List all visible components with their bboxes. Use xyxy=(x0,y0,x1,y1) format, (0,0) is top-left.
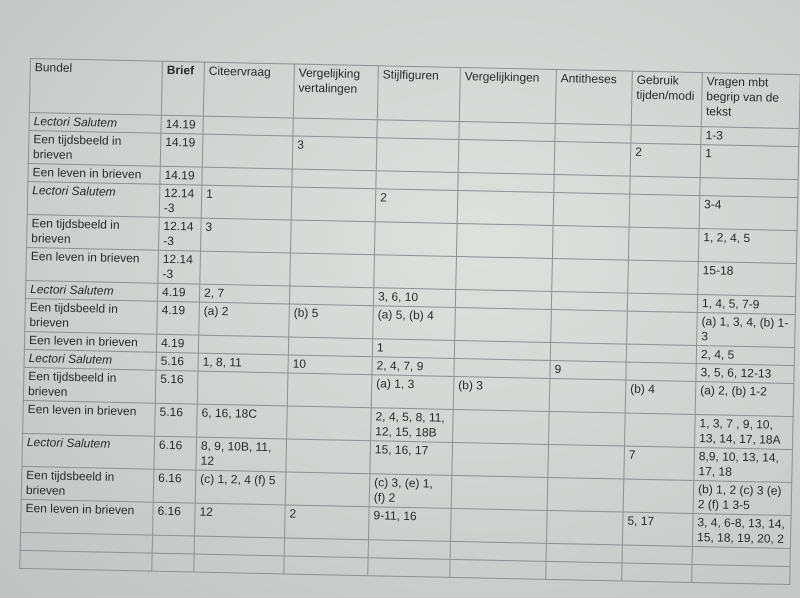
cell-brief: 5.16 xyxy=(156,352,198,371)
empty-cell xyxy=(152,553,194,572)
header-vergelijking-vertalingen: Vergelijking vertalingen xyxy=(293,64,378,120)
table-cell xyxy=(376,171,458,191)
table-cell xyxy=(631,125,701,144)
table-cell xyxy=(458,172,554,192)
table-cell: 12 xyxy=(195,503,286,538)
cell-brief: 6.16 xyxy=(154,436,197,470)
table-cell: 2, 4, 7, 9 xyxy=(372,357,454,377)
empty-cell xyxy=(450,541,546,561)
table-cell xyxy=(293,118,377,138)
cell-brief: 6.16 xyxy=(153,502,196,536)
cell-brief: 4.19 xyxy=(157,283,199,302)
table-cell xyxy=(700,178,798,198)
table-cell: (b) 5 xyxy=(289,304,374,339)
table-cell xyxy=(285,472,370,507)
table-body xyxy=(20,112,799,584)
cell-brief: 14.19 xyxy=(160,166,202,185)
table-cell xyxy=(202,134,293,169)
table-cell xyxy=(550,342,626,362)
header-brief: Brief xyxy=(161,61,204,116)
empty-cell xyxy=(284,556,368,576)
table-cell: 2 xyxy=(285,505,370,540)
cell-bundel: Lectori Salutem xyxy=(25,280,157,301)
table-cell: 2, 4, 5 xyxy=(696,346,794,366)
table-cell: 2, 4, 5, 8, 11, 12, 15, 18B xyxy=(371,408,454,443)
empty-cell xyxy=(450,559,546,579)
cell-brief: 5.16 xyxy=(155,403,198,437)
cell-bundel: Een leven in brieven xyxy=(28,163,160,184)
table-cell xyxy=(451,475,548,510)
table-cell: 7 xyxy=(624,446,695,480)
table-cell: (a) 1, 3 xyxy=(371,375,454,410)
table-cell: (a) 2, (b) 1-2 xyxy=(695,382,794,417)
table-cell: 1 xyxy=(700,145,799,180)
table-cell xyxy=(553,192,630,227)
table-cell xyxy=(377,120,459,140)
cell-bundel: Een tijdsbeeld in brieven xyxy=(23,367,156,403)
table-cell: 5, 17 xyxy=(622,512,693,546)
table-cell: 10 xyxy=(288,355,372,375)
table-cell xyxy=(554,142,631,177)
cell-brief: 14.19 xyxy=(161,115,203,134)
table-cell xyxy=(453,409,550,444)
table-cell: 1, 8, 11 xyxy=(198,353,288,373)
cell-bundel: Een tijdsbeeld in brieven xyxy=(21,466,154,502)
table-cell xyxy=(452,442,549,477)
cell-brief: 14.19 xyxy=(160,133,203,167)
table-cell: 6, 16, 18C xyxy=(197,404,288,439)
overview-table xyxy=(19,58,800,585)
table-cell xyxy=(374,222,457,257)
table-cell: 9 xyxy=(550,360,626,380)
table-cell: 1, 4, 5, 7-9 xyxy=(697,295,795,315)
table-cell: 15, 16, 17 xyxy=(370,441,453,476)
table-cell: (b) 4 xyxy=(625,380,696,414)
cell-brief: 4.19 xyxy=(157,301,200,335)
table-cell: (a) 1, 3, 4, (b) 1-3 xyxy=(697,313,796,348)
table-cell xyxy=(454,358,550,378)
table-cell xyxy=(546,510,623,545)
empty-cell xyxy=(546,543,622,563)
empty-cell xyxy=(152,535,194,554)
table-cell: 3 xyxy=(200,218,291,253)
table-cell: 1, 2, 4, 5 xyxy=(698,229,797,264)
table-cell: 1 xyxy=(201,185,292,220)
table-cell xyxy=(551,291,627,311)
cell-bundel: Lectori Salutem xyxy=(24,349,156,370)
header-antitheses: Antitheses xyxy=(555,70,632,126)
table-cell: 1 xyxy=(372,339,454,359)
table-cell xyxy=(287,406,372,441)
table-cell xyxy=(549,411,626,446)
table-cell xyxy=(628,227,699,261)
empty-cell xyxy=(622,563,692,582)
table-cell: (a) 5, (b) 4 xyxy=(373,306,456,341)
table-cell xyxy=(450,508,547,543)
table-cell xyxy=(290,220,375,255)
cell-bundel: Een tijdsbeeld in brieven xyxy=(28,130,161,166)
table-cell: 2, 7 xyxy=(199,284,289,304)
cell-bundel: Lectori Salutem xyxy=(22,433,155,469)
table-cell xyxy=(202,167,292,187)
table-cell xyxy=(200,251,291,286)
table-cell xyxy=(456,223,553,258)
table-cell: 3, 4, 6-8, 13, 14, 15, 18, 19, 20, 2 xyxy=(692,513,791,548)
cell-brief: 12.14 -3 xyxy=(159,217,202,251)
table-cell: 8, 9, 10B, 11, 12 xyxy=(196,437,287,472)
table-cell: 3-4 xyxy=(699,196,798,231)
table-cell: (b) 3 xyxy=(453,376,550,411)
table-cell: 9-11, 16 xyxy=(368,507,451,542)
table-cell: 3, 5, 6, 12-13 xyxy=(696,364,794,384)
table-cell xyxy=(626,344,696,363)
table-cell: (c) 1, 2, 4 (f) 5 xyxy=(195,470,286,505)
empty-cell xyxy=(194,554,284,574)
table-cell xyxy=(456,256,553,291)
empty-cell xyxy=(692,564,790,584)
table-cell xyxy=(455,289,551,309)
table-cell xyxy=(290,253,375,288)
table-cell xyxy=(623,479,694,513)
table-cell: 15-18 xyxy=(698,262,797,297)
table-cell xyxy=(374,255,457,290)
table-cell: (b) 1, 2 (c) 3 (e) 2 (f) 1 3-5 xyxy=(693,480,792,515)
table-cell xyxy=(376,138,459,173)
table-cell xyxy=(286,439,371,474)
table-cell xyxy=(547,477,624,512)
table-cell xyxy=(627,293,697,312)
table-cell: 3, 6, 10 xyxy=(373,288,455,308)
table-cell xyxy=(289,286,373,306)
table-cell xyxy=(203,116,293,136)
cell-bundel: Een leven in brieven xyxy=(24,331,156,352)
header-stijlfiguren: Stijlfiguren xyxy=(377,66,460,122)
table-cell xyxy=(552,225,629,260)
table-cell xyxy=(198,335,288,355)
cell-bundel: Een leven in brieven xyxy=(23,400,156,436)
table-cell: 2 xyxy=(630,143,701,177)
table-cell xyxy=(457,190,554,225)
table-cell xyxy=(197,371,288,406)
table-cell xyxy=(552,258,629,293)
table-cell xyxy=(629,194,700,228)
cell-bundel: Een tijdsbeeld in brieven xyxy=(25,298,158,334)
table-cell xyxy=(625,413,696,447)
cell-bundel: Lectori Salutem xyxy=(29,112,161,133)
table-cell xyxy=(459,122,555,142)
table-cell xyxy=(554,175,630,195)
table-cell xyxy=(458,139,555,174)
table-cell: (a) 2 xyxy=(199,302,290,337)
cell-bundel: Een leven in brieven xyxy=(26,247,159,283)
table-cell xyxy=(455,307,552,342)
cell-bundel: Een leven in brieven xyxy=(21,499,154,535)
table-cell xyxy=(287,373,372,408)
table-cell xyxy=(630,176,700,195)
table-cell: 8,9, 10, 13, 14, 17, 18 xyxy=(694,448,793,483)
empty-cell xyxy=(622,545,692,564)
header-bundel: Bundel xyxy=(29,59,162,116)
header-vragen: Vragen mbt begrip van de tekst xyxy=(701,73,800,129)
table-cell: (c) 3, (e) 1, (f) 2 xyxy=(369,474,452,509)
cell-brief: 4.19 xyxy=(156,334,198,353)
table-cell xyxy=(627,311,698,345)
empty-cell xyxy=(368,558,450,578)
table-cell xyxy=(628,260,699,294)
table-cell xyxy=(291,187,376,222)
empty-cell xyxy=(284,538,368,558)
header-citeervraag: Citeervraag xyxy=(203,62,294,118)
table-cell xyxy=(454,340,550,360)
cell-bundel: Lectori Salutem xyxy=(27,181,160,217)
cell-brief: 12.14 -3 xyxy=(159,184,202,218)
table-cell xyxy=(288,337,372,357)
empty-cell xyxy=(368,540,450,560)
cell-brief: 5.16 xyxy=(155,370,198,404)
empty-cell xyxy=(546,561,622,581)
table-cell xyxy=(548,444,625,479)
empty-cell xyxy=(20,550,152,571)
table-cell: 1, 3, 7 , 9, 10, 13, 14, 17, 18A xyxy=(694,415,793,450)
table-cell xyxy=(549,378,626,413)
empty-cell xyxy=(692,546,790,566)
table-cell: 3 xyxy=(292,136,377,171)
document-page xyxy=(19,58,800,594)
empty-cell xyxy=(194,536,284,556)
cell-brief: 12.14 -3 xyxy=(158,250,201,284)
table-cell: 1-3 xyxy=(701,127,799,147)
table-cell xyxy=(292,169,376,189)
header-vergelijkingen: Vergelijkingen xyxy=(459,68,556,124)
table-cell: 2 xyxy=(375,189,458,224)
cell-bundel: Een tijdsbeeld in brieven xyxy=(27,214,160,250)
table-cell xyxy=(626,362,696,381)
table-cell xyxy=(551,309,628,344)
cell-brief: 6.16 xyxy=(153,469,196,503)
table-cell xyxy=(555,124,631,144)
header-gebruik-tijden: Gebruik tijden/modi xyxy=(631,71,702,126)
